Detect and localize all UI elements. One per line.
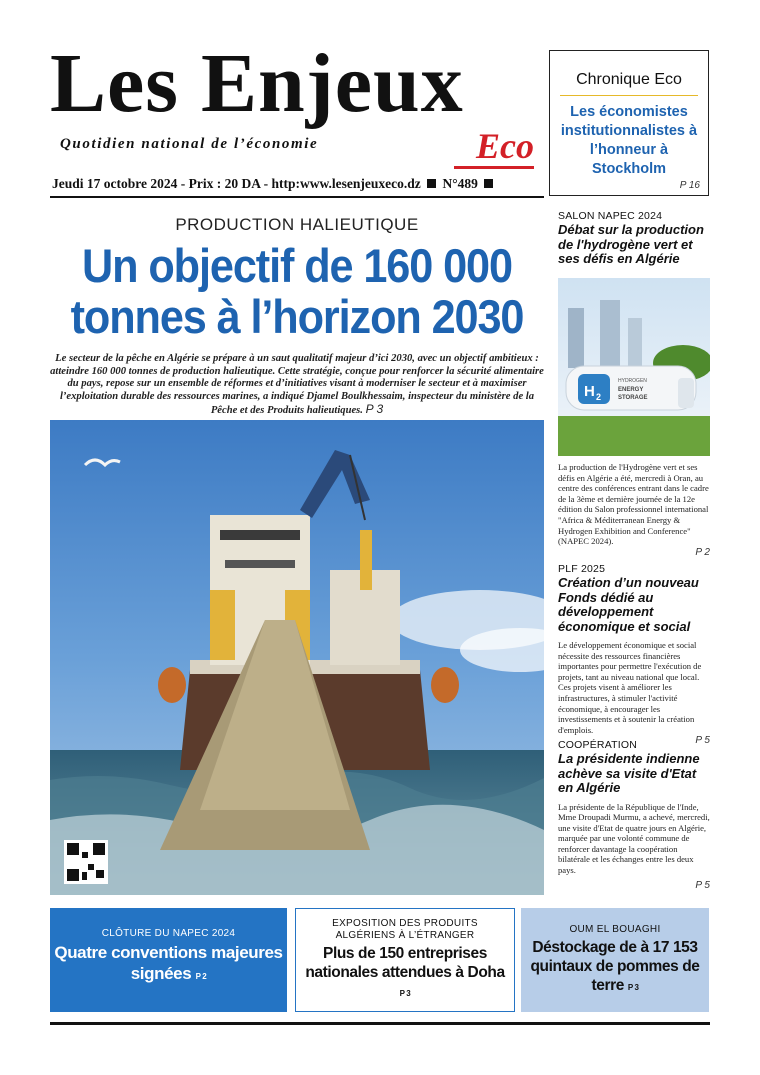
- sidebar-body-napec: [558, 462, 710, 558]
- bottom-headline[interactable]: [296, 944, 514, 1003]
- masthead-rule: [50, 196, 544, 198]
- bottom-headline[interactable]: [50, 942, 287, 987]
- bottom-rule: [50, 1022, 710, 1025]
- sidebar-headline[interactable]: Débat sur la production de l'hydrogène vert et ses défis en Algérie: [558, 222, 704, 266]
- main-kicker: PRODUCTION HALIEUTIQUE: [175, 215, 419, 234]
- newspaper-tagline: Quotidien national de l’économie: [60, 136, 319, 152]
- square-bullet-icon: [484, 179, 493, 188]
- sidebar-kicker: PLF 2025: [558, 563, 606, 575]
- trawler-illustration: [50, 420, 544, 895]
- bottom-headline[interactable]: [521, 938, 709, 997]
- main-lede-page: P 3: [365, 402, 384, 417]
- bottom-page: P 2: [195, 972, 207, 981]
- dateline-text: Jeudi 17 octobre 2024 - Prix : 20 DA - http:www.lesenjeuxeco.dz: [52, 176, 421, 191]
- sidebar-article-plf[interactable]: [558, 563, 710, 746]
- dateline: [52, 176, 496, 192]
- bottom-kicker: EXPOSITION DES PRODUITS ALGÉRIENS À L’ÉTRANGER: [332, 918, 478, 941]
- newspaper-title: Les Enjeux: [50, 37, 464, 130]
- bottom-headline-text: Plus de 150 entreprises nationales attendues à Doha: [305, 945, 505, 981]
- sidebar-headline[interactable]: La présidente indienne achève sa visite d'Etat en Algérie: [558, 751, 700, 795]
- hydrogen-label: HYDROGEN: [618, 378, 647, 384]
- trawler-photo: [50, 420, 544, 895]
- bottom-box-oum-el-bouaghi[interactable]: [521, 908, 709, 1012]
- sidebar-article-cooperation[interactable]: [558, 739, 710, 891]
- bottom-headline-text: Quatre conventions majeures signées: [54, 943, 283, 983]
- chronique-box[interactable]: [549, 50, 709, 196]
- bottom-headline-text: Déstockage de à 17 153 quintaux de pommes de terre: [530, 939, 700, 994]
- bottom-box-exposition[interactable]: [295, 908, 515, 1012]
- sidebar-kicker: COOPÉRATION: [558, 739, 638, 751]
- h2-subscript: 2: [596, 392, 602, 402]
- square-bullet-icon: [427, 179, 436, 188]
- bottom-page: P 3: [627, 983, 639, 992]
- h2-symbol: H: [584, 383, 595, 400]
- issue-number: N°489: [442, 176, 478, 191]
- main-lede: [50, 353, 544, 418]
- sidebar-body: Le développement économique et social nécessite des ressources financières importantes pour permettre l'exécution de projets, tant au niveau national que local. Ces projets visent à améliorer les infrastructures, à stimuler l'activité économique, à encourager les investissements et à soutenir la création d'emplois.: [558, 640, 702, 735]
- chronique-headline[interactable]: Les économistes institutionnalistes à l’honneur à Stockholm: [560, 104, 698, 177]
- newspaper-eco-logo: Eco: [476, 126, 534, 166]
- sidebar-kicker: SALON NAPEC 2024: [558, 210, 663, 222]
- eco-underline: [454, 166, 534, 169]
- sidebar-page: P 5: [695, 879, 710, 891]
- bottom-kicker: OUM EL BOUAGHI: [569, 924, 661, 935]
- storage-label: STORAGE: [618, 395, 648, 401]
- sidebar-headline[interactable]: Création d’un nouveau Fonds dédié au développement économique et social: [558, 575, 699, 634]
- bottom-kicker: CLÔTURE DU NAPEC 2024: [101, 928, 236, 939]
- hydrogen-photo: [558, 278, 710, 456]
- hydrogen-illustration: [558, 278, 710, 456]
- chronique-divider: [560, 95, 698, 96]
- main-lede-text: Le secteur de la pêche en Algérie se prépare à un saut qualitatif majeur d’ici 2030, avec un objectif ambitieux : atteindre 160 000 tonnes de production halieutique. Cette stratégie, conçue pour renforcer la sécurité alimentaire du pays, repose sur un ensemble de réformes et d’initiatives visant à moderniser le secteur et à maximiser l’exploitation durable des ressources marines, a indiqué Djamel Boulkhessaim, inspecteur du ministère de la Pêche et des Produits halieutiques.: [50, 353, 544, 417]
- sidebar-article-napec[interactable]: [558, 210, 710, 267]
- energy-label: ENERGY: [618, 387, 644, 393]
- sidebar-page: P 5: [695, 735, 710, 747]
- sidebar-body: La production de l'Hydrogène vert et ses défis en Algérie a été, mercredi à Oran, au centre des conférences entrant dans le cadre de la 3ème et dernière journée de la 12e édition du Salon professionnel international "Africa & Méditerranean Energy & Hydrogen Exhibition and Conference" (NAPEC 2024).: [558, 462, 709, 547]
- masthead: [50, 37, 540, 178]
- sidebar-body: La présidente de la République de l'Inde, Mme Droupadi Murmu, a achevé, mercredi, une visite d'Etat de quatre jours en Algérie, marquée par une volonté commune de renforcer davantage la coopération bilatérale et les échanges entre les deux pays.: [558, 801, 710, 876]
- chronique-label: Chronique Eco: [576, 71, 682, 88]
- bottom-box-napec[interactable]: [50, 908, 287, 1012]
- main-headline[interactable]: Un objectif de 160 000 tonnes à l’horizon 2030: [70, 239, 524, 343]
- chronique-page: P 16: [679, 180, 700, 191]
- sidebar-page: P 2: [695, 546, 710, 558]
- bottom-page: P 3: [399, 989, 411, 998]
